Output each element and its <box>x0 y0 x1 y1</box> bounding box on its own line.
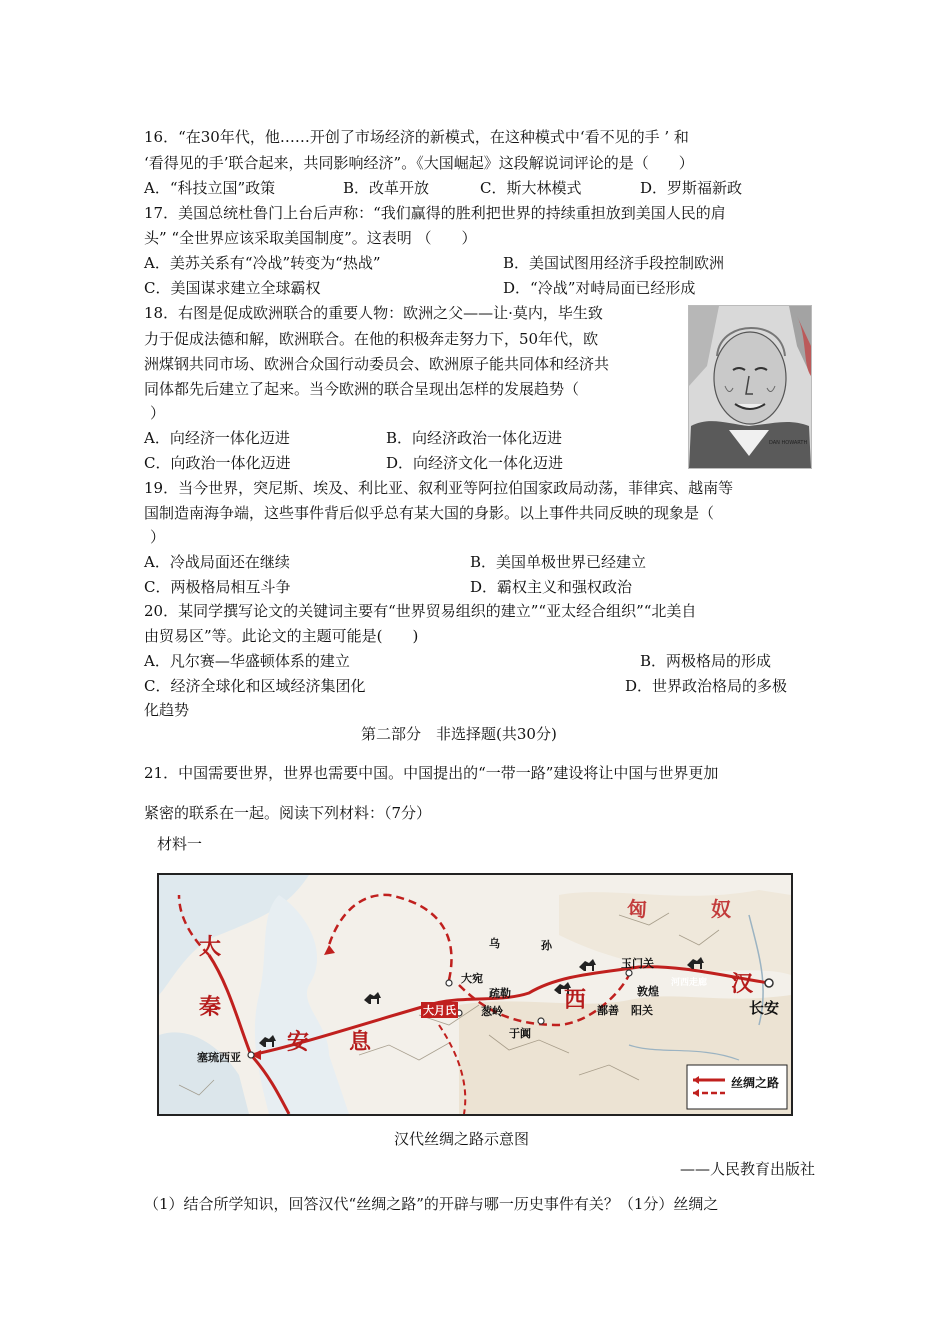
map-place-seleucia: 塞琉西亚 <box>197 1051 241 1064</box>
q17-stem-line1: 17．美国总统杜鲁门上台后声称：“我们赢得的胜利把世界的持续重担放到美国人民的肩 <box>144 204 726 222</box>
q18-stem-line5: ） <box>150 404 166 422</box>
map-region-an: 安 <box>287 1030 310 1055</box>
map-region-qin: 秦 <box>199 995 222 1020</box>
q16-stem-line1: 16．“在30年代，他……开创了市场经济的新模式，在这种模式中‘看不见的手 ’ 和 <box>144 128 689 146</box>
q21-sub1: （1）结合所学知识，回答汉代“丝绸之路”的开辟与哪一历史事件有关？（1分）丝绸之 <box>144 1195 719 1213</box>
q17-option-b: B．美国试图用经济手段控制欧洲 <box>503 254 725 272</box>
q18-option-c: C．向政治一体化迈进 <box>144 454 291 472</box>
q18-stem-line2: 力于促成法德和解，欧洲联合。在他的积极奔走努力下，50年代，欧 <box>144 330 599 348</box>
map-place-dayuan: 大宛 <box>461 972 483 985</box>
q16-option-c: C．斯大林模式 <box>480 179 582 197</box>
q19-option-c: C．两极格局相互斗争 <box>144 578 291 596</box>
q19-option-a: A．冷战局面还在继续 <box>144 553 290 571</box>
map-place-yangguan: 阳关 <box>631 1004 653 1017</box>
map-place-yumenguan: 玉门关 <box>621 957 654 970</box>
q19-option-d: D．霸权主义和强权政治 <box>470 578 633 596</box>
map-region-xi: 息 <box>349 1030 372 1055</box>
q17-option-d: D．“冷战”对峙局面已经形成 <box>503 279 696 297</box>
q20-option-c: C．经济全球化和区域经济集团化 <box>144 677 366 695</box>
portrait-illustration <box>689 306 811 468</box>
q16-option-d: D．罗斯福新政 <box>640 179 743 197</box>
q18-stem-line3: 洲煤钢共同市场、欧洲合众国行动委员会、欧洲原子能共同体和经济共 <box>144 355 610 373</box>
map-legend-label: 丝绸之路 <box>731 1076 780 1090</box>
map-region-nu: 奴 <box>711 897 731 921</box>
map-region-xiong: 匈 <box>627 897 647 921</box>
q21-stem-line2: 紧密的联系在一起。阅读下列材料：（7分） <box>144 804 432 822</box>
q20-option-b: B．两极格局的形成 <box>640 652 772 670</box>
map-place-shule: 疏勒 <box>489 987 511 1000</box>
q21-stem-line1: 21．中国需要世界，世界也需要中国。中国提出的“一带一路”建设将让中国与世界更加 <box>144 764 719 782</box>
q19-stem-line1: 19．当今世界，突尼斯、埃及、利比亚、叙利亚等阿拉伯国家政局动荡，菲律宾、越南等 <box>144 479 734 497</box>
silk-road-map-graphic <box>159 875 791 1114</box>
q19-stem-line3: ） <box>150 528 166 546</box>
part2-title: 第二部分 非选择题(共30分) <box>361 725 557 743</box>
map-source: ——人民教育出版社 <box>680 1160 816 1178</box>
map-place-shanshan: 鄯善 <box>597 1004 619 1017</box>
map-place-dunhuang: 敦煌 <box>637 985 659 998</box>
q16-option-a: A．“科技立国”政策 <box>144 179 276 197</box>
q20-stem-line2: 由贸易区”等。此论文的主题可能是( ) <box>144 627 419 645</box>
q19-option-b: B．美国单极世界已经建立 <box>470 553 647 571</box>
q20-option-d-cont: 化趋势 <box>144 701 190 719</box>
map-caption: 汉代丝绸之路示意图 <box>394 1130 530 1148</box>
q20-option-d: D．世界政治格局的多极 <box>625 677 788 695</box>
q18-option-a: A．向经济一体化迈进 <box>144 429 290 447</box>
q16-stem-line2: ‘看得见的手’联合起来，共同影响经济”。《大国崛起》这段解说词评论的是（ ） <box>144 154 694 172</box>
map-place-hexi: 河西走廊 <box>671 978 708 988</box>
q20-option-a: A．凡尔赛—华盛顿体系的建立 <box>144 652 350 670</box>
portrait-caption: DAN HOWARTH <box>769 440 808 446</box>
map-place-changan: 长安 <box>749 999 780 1017</box>
q18-stem-line1: 18．右图是促成欧洲联合的重要人物：欧洲之父——让·莫内，毕生致 <box>144 304 603 322</box>
map-region-han: 汉 <box>731 972 754 997</box>
map-region-west: 西 <box>564 988 587 1013</box>
map-place-sun: 孙 <box>541 939 552 952</box>
map-place-yutian: 于阗 <box>509 1027 531 1040</box>
map-place-dayuezhi: 大月氏 <box>423 1004 456 1017</box>
q18-option-d: D．向经济文化一体化迈进 <box>386 454 564 472</box>
q19-stem-line2: 国制造南海争端，这些事件背后似乎总有某大国的身影。以上事件共同反映的现象是（ <box>144 504 715 522</box>
q16-option-b: B．改革开放 <box>343 179 430 197</box>
q21-material-label: 材料一 <box>157 835 203 853</box>
q20-stem-line1: 20．某同学撰写论文的关键词主要有“世界贸易组织的建立”“亚太经合组织”“北美自 <box>144 602 697 620</box>
q18-option-b: B．向经济政治一体化迈进 <box>386 429 563 447</box>
q17-stem-line2: 头” “全世界应该采取美国制度”。这表明 （ ） <box>144 229 477 247</box>
jean-monnet-portrait <box>688 305 812 469</box>
map-place-wu: 乌 <box>489 937 500 950</box>
han-silk-road-map <box>157 873 793 1116</box>
q17-option-c: C．美国谋求建立全球霸权 <box>144 279 321 297</box>
q17-option-a: A．美苏关系有“冷战”转变为“热战” <box>144 254 381 272</box>
q18-stem-line4: 同体都先后建立了起来。当今欧洲的联合呈现出怎样的发展趋势（ <box>144 380 580 398</box>
map-region-da: 大 <box>199 935 222 960</box>
map-place-congling: 葱岭 <box>481 1005 503 1018</box>
